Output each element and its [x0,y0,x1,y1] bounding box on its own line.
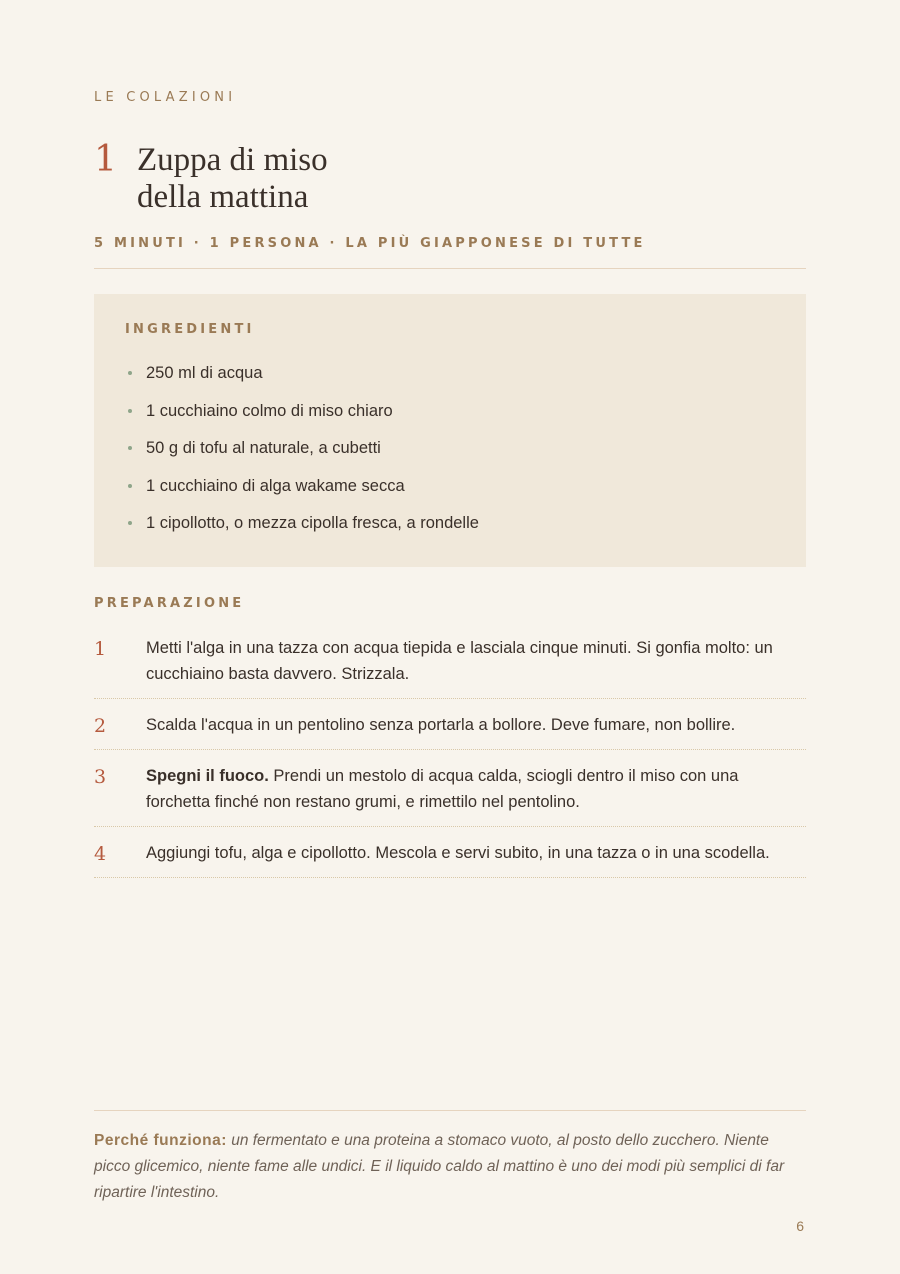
preparation-steps [94,632,806,878]
bullet-icon [128,484,132,488]
step-number: 2 [94,715,107,737]
step-row [94,699,806,750]
ingredients-box [94,294,806,567]
step-text [146,840,806,866]
note-lead: Perché funziona: [94,1132,227,1149]
recipe-meta: 5 MINUTI · 1 PERSONA · LA PIÙ GIAPPONESE DI TUTTE [94,236,646,251]
ingredient-text: 50 g di tofu al naturale, a cubetti [146,439,381,457]
ingredient-text: 1 cipollotto, o mezza cipolla fresca, a rondelle [146,514,479,532]
divider [94,1110,806,1111]
step-body: Metti l'alga in una tazza con acqua tiepida e lasciala cinque minuti. Si gonfia molto: un cucchiaino basta davvero. Strizzala. [146,639,773,683]
bullet-icon [128,409,132,413]
step-row [94,750,806,827]
step-number: 4 [94,843,107,865]
recipe-number: 1 [94,139,117,180]
step-number: 1 [94,638,107,660]
ingredient-text: 250 ml di acqua [146,364,263,382]
step-text [146,712,806,738]
ingredients-label: INGREDIENTI [125,322,255,337]
recipe-page [94,0,806,1274]
divider [94,268,806,269]
ingredient-item [128,510,479,548]
step-body: Scalda l'acqua in un pentolino senza portarla a bollore. Deve fumare, non bollire. [146,716,736,734]
recipe-title [137,142,537,216]
preparation-label: PREPARAZIONE [94,596,245,611]
note-body: un fermentato e una proteina a stomaco vuoto, al posto dello zucchero. Niente picco glicemico, niente fame alle undici. E il liquido caldo al mattino è uno dei modi più semplici di far ripartire l'intestino. [94,1132,785,1201]
why-it-works-note [94,1128,806,1206]
ingredient-item [128,435,479,473]
step-text [146,635,806,687]
bullet-icon [128,521,132,525]
ingredient-item [128,398,479,436]
section-label: LE COLAZIONI [94,90,237,105]
step-bold: Spegni il fuoco. [146,767,269,785]
ingredient-text: 1 cucchiaino di alga wakame secca [146,476,405,495]
recipe-title-line-1: Zuppa di miso [137,142,328,178]
step-body: Prendi un mestolo di acqua calda, sciogli dentro il miso con una forchetta finché non restano grumi, e rimettilo nel pentolino. [146,767,739,811]
ingredients-list [128,360,479,548]
step-body: Aggiungi tofu, alga e cipollotto. Mescola e servi subito, in una tazza o in una scodella. [146,844,770,862]
step-number: 3 [94,766,107,788]
page-number: 6 [796,1218,804,1234]
ingredient-item [128,360,479,398]
recipe-title-line-2: della mattina [137,179,309,215]
bullet-icon [128,371,132,375]
bullet-icon [128,446,132,450]
ingredient-text: 1 cucchiaino colmo di miso chiaro [146,401,393,420]
step-text [146,763,806,815]
step-row [94,632,806,699]
step-row [94,827,806,878]
ingredient-item [128,473,479,511]
